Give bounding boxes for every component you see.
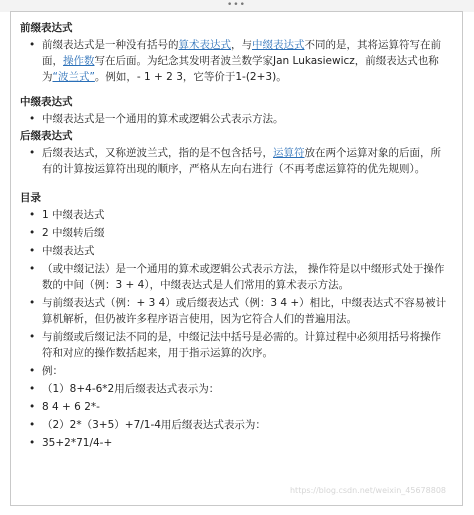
heading-infix-expression: 中缀表达式: [20, 96, 73, 108]
list-item: • 2 中缀转后缀: [20, 225, 450, 241]
postfix-list: [20, 145, 450, 177]
list-item: • 与前缀或后缀记法不同的是，中缀记法中括号是必需的。计算过程中必须用括号将操作符和对应的操作数括起来，用于指示运算的次序。: [20, 329, 450, 361]
link-arithmetic-expression[interactable]: 算术表达式: [178, 39, 231, 51]
drag-handle-icon[interactable]: •••: [227, 0, 246, 10]
link-operand[interactable]: 操作数: [63, 55, 95, 67]
infix-definition-item: • 中缀表达式是一个通用的算术或逻辑公式表示方法。: [20, 111, 450, 127]
list-item: • （2）2*（3+5）+7/1-4用后缀表达式表示为：: [20, 417, 450, 433]
prefix-definition-item: • 前缀表达式是一种没有括号的算术表达式，与中缀表达式不同的是，其将运算符写在前面，操作数写在后面。为纪念其发明者波兰数学家Jan Lukasiewicz，前缀表达式也称为“波兰式”。例如，- 1 + 2 3，它等价于1-(2+3)。: [20, 37, 450, 85]
list-item: • 35+2*71/4-+: [20, 435, 450, 451]
link-polish-notation[interactable]: “波兰式”: [52, 71, 95, 83]
heading-contents: 目录: [20, 192, 41, 204]
list-item: • （或中缀记法）是一个通用的算术或逻辑公式表示方法， 操作符是以中缀形式处于操作数的中间（例：3 + 4），中缀表达式是人们常用的算术表示方法。: [20, 261, 450, 293]
list-item: • 例：: [20, 363, 450, 379]
contents-list: [20, 207, 450, 451]
prefix-list: [20, 37, 450, 85]
list-item: • 8 4 + 6 2*-: [20, 399, 450, 415]
article-content: [20, 21, 450, 453]
list-item: • （1）8+4-6*2用后缀表达式表示为：: [20, 381, 450, 397]
document-panel: [10, 11, 463, 506]
heading-postfix-expression: 后缀表达式: [20, 130, 73, 142]
infix-list: [20, 111, 450, 127]
heading-prefix-expression: 前缀表达式: [20, 22, 73, 34]
list-item: • 中缀表达式: [20, 243, 450, 259]
link-operator[interactable]: 运算符: [273, 147, 305, 159]
list-item: • 与前缀表达式（例：+ 3 4）或后缀表达式（例：3 4 +）相比，中缀表达式不容易被计算机解析，但仍被许多程序语言使用，因为它符合人们的普遍用法。: [20, 295, 450, 327]
list-item: • 1 中缀表达式: [20, 207, 450, 223]
watermark-text: https://blog.csdn.net/weixin_45678808: [289, 486, 446, 495]
link-infix-expression[interactable]: 中缀表达式: [252, 39, 305, 51]
postfix-definition-item: • 后缀表达式，又称逆波兰式，指的是不包含括号，运算符放在两个运算对象的后面，所有的计算按运算符出现的顺序，严格从左向右进行（不再考虑运算符的优先规则）。: [20, 145, 450, 177]
